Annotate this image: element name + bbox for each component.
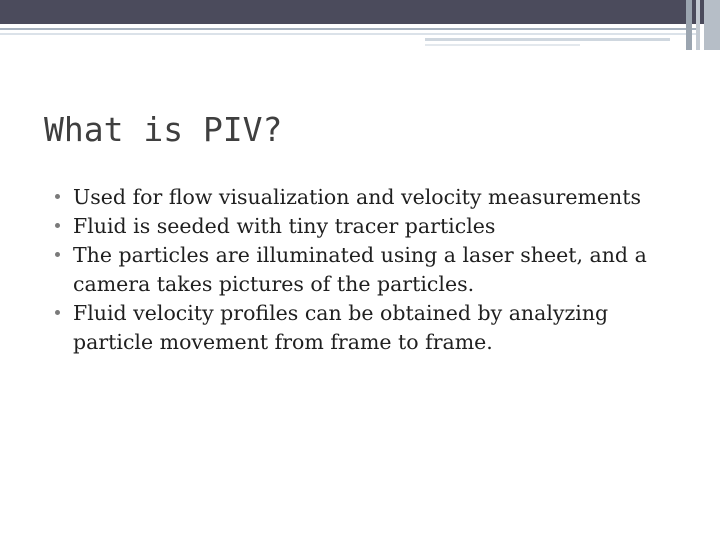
top-decorative-band	[0, 0, 720, 24]
decorative-corner-bar	[696, 0, 700, 50]
bullet-text: Fluid is seeded with tiny tracer particles	[73, 214, 496, 238]
decorative-stripe	[425, 38, 670, 41]
decorative-stripe	[0, 33, 700, 35]
decorative-corner-bar	[686, 0, 692, 50]
slide-title: What is PIV?	[44, 110, 283, 149]
bullet-item	[52, 299, 692, 357]
decorative-corner-bar	[704, 0, 720, 50]
bullet-text: The particles are illuminated using a laser sheet, and a camera takes pictures of the particles.	[73, 243, 647, 296]
bullet-item	[52, 241, 692, 299]
bullet-text: Used for flow visualization and velocity measurements	[73, 185, 641, 209]
decorative-stripe	[0, 28, 700, 30]
bullet-dot-icon	[55, 252, 60, 257]
bullet-item	[52, 183, 692, 212]
decorative-stripe	[425, 44, 580, 46]
bullet-dot-icon	[55, 194, 60, 199]
bullet-text: Fluid velocity profiles can be obtained by analyzing particle movement from frame to frame.	[73, 301, 609, 354]
top-decorative-stripes	[0, 24, 720, 50]
bullet-dot-icon	[55, 223, 60, 228]
bullet-list	[52, 183, 692, 357]
bullet-dot-icon	[55, 310, 60, 315]
bullet-item	[52, 212, 692, 241]
